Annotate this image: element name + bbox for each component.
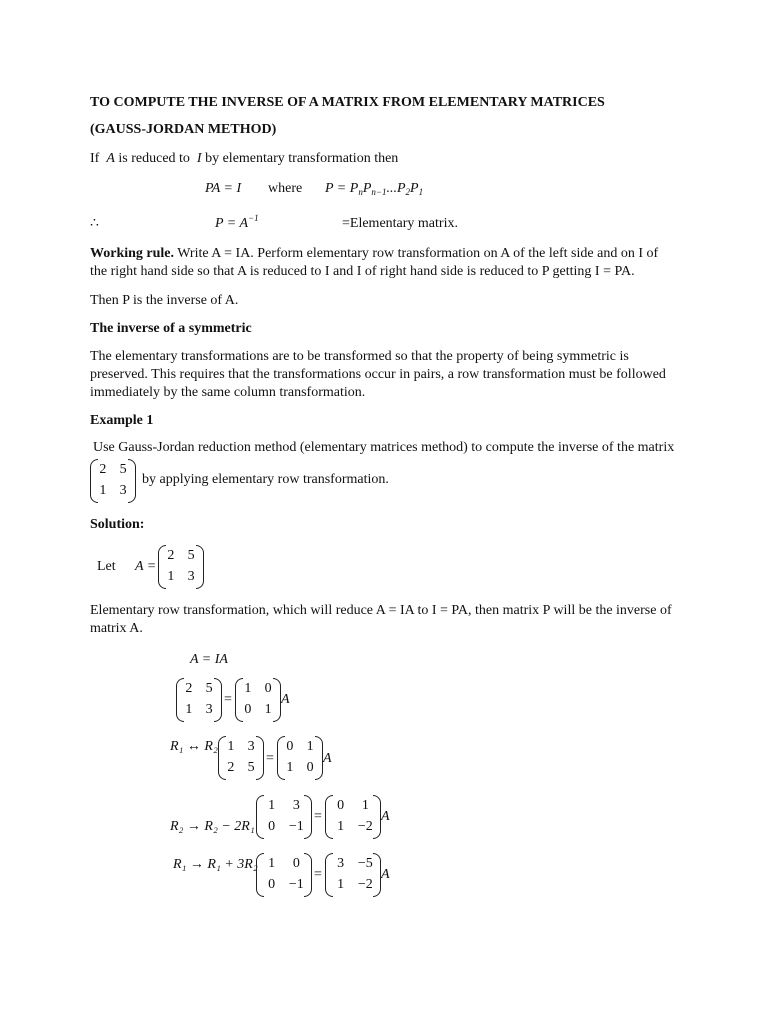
- matrix-cell: 0: [264, 680, 272, 696]
- step1-a: A: [323, 751, 332, 766]
- matrix-cell: 3: [187, 568, 195, 584]
- step0-equals: =: [224, 692, 232, 707]
- step0-a: A: [281, 692, 290, 707]
- step3-a: A: [381, 867, 390, 882]
- matrix-cell: 3: [292, 797, 300, 813]
- symmetric-heading: The inverse of a symmetric: [90, 321, 252, 336]
- matrix-cell: −2: [357, 876, 373, 892]
- equation-p-product: $P = P_nP_{n-1}...P_2P_1$: [325, 181, 424, 197]
- matrix-cell: 1: [268, 797, 276, 813]
- therefore-symbol: ∴: [90, 216, 99, 231]
- matrix-cell: 0: [268, 818, 276, 834]
- matrix-cell: 2: [227, 759, 235, 775]
- step2-left-matrix: [256, 795, 312, 837]
- equation-p-a-inverse: $P = A^{-1}$: [215, 213, 259, 231]
- matrix-cell: 0: [306, 759, 314, 775]
- example-text: Use Gauss-Jordan reduction method (elementary matrices method) to compute the inverse of the matrix: [93, 440, 675, 455]
- matrix-cell: 3: [247, 738, 255, 754]
- matrix-cell: −1: [288, 876, 304, 892]
- step2-right-matrix: [325, 795, 381, 837]
- step3-left-matrix: [256, 853, 312, 895]
- let-a-eq: A =: [135, 559, 157, 574]
- matrix-cell: 1: [264, 701, 272, 717]
- working-rule-line2: the right hand side so that A is reduced to I and I of right hand side is reduced to P getting I = PA.: [90, 264, 635, 279]
- intro-line: [90, 150, 398, 168]
- matrix-cell: 1: [286, 759, 294, 775]
- step1-left-matrix: [218, 736, 264, 778]
- matrix-cell: 1: [99, 482, 107, 498]
- matrix-cell: 0: [244, 701, 252, 717]
- matrix-cell: 2: [185, 680, 193, 696]
- matrix-cell: 5: [205, 680, 213, 696]
- matrix-cell: 0: [286, 738, 294, 754]
- step1-right-matrix: [277, 736, 323, 778]
- matrix-cell: 0: [337, 797, 345, 813]
- step2-op-label: R₂ → R₂ − 2R₁: [170, 819, 255, 834]
- example-tail: by applying elementary row transformation.: [142, 472, 389, 487]
- equation-where: where: [268, 181, 303, 196]
- step0-left-matrix: [176, 678, 222, 720]
- matrix-cell: 1: [337, 818, 345, 834]
- matrix-cell: 0: [292, 855, 300, 871]
- solution-heading: Solution:: [90, 517, 145, 532]
- symmetric-paragraph: The elementary transformations are to be transformed so that the property of being symmetric is preserved. This requires that the transformations occur in pairs, a row transformation must be followed immediately by the same column transformation.: [90, 349, 666, 400]
- matrix-cell: 1: [361, 797, 369, 813]
- matrix-cell: −5: [357, 855, 373, 871]
- step2-a: A: [381, 809, 390, 824]
- step3-right-matrix: [325, 853, 381, 895]
- step3-op-label: R₁ → R₁ + 3R₂: [173, 857, 258, 872]
- matrix-cell: 1: [167, 568, 175, 584]
- elementary-matrix-label: =Elementary matrix.: [342, 216, 458, 231]
- intro-if: If: [90, 151, 100, 166]
- intro-a: A: [106, 151, 115, 166]
- matrix-cell: 1: [185, 701, 193, 717]
- matrix-cell: 1: [337, 876, 345, 892]
- matrix-cell: 1: [268, 855, 276, 871]
- matrix-cell: 2: [167, 547, 175, 563]
- elementary-paragraph: Elementary row transformation, which will reduce A = IA to I = PA, then matrix P will be the inverse of matrix A.: [90, 603, 672, 636]
- intro-reduced-to: is reduced to: [118, 151, 190, 166]
- matrix-cell: 2: [99, 461, 107, 477]
- matrix-cell: 1: [244, 680, 252, 696]
- then-line: Then P is the inverse of A.: [90, 293, 239, 308]
- matrix-cell: −1: [288, 818, 304, 834]
- document-subtitle: (GAUSS-JORDAN METHOD): [90, 122, 277, 137]
- equation-pa-i: PA = I: [205, 181, 242, 196]
- matrix-cell: 3: [337, 855, 345, 871]
- intro-i: I: [196, 151, 202, 166]
- working-rule-line1: Working rule. Write A = IA. Perform elementary row transformation on A of the left side and on I of: [90, 246, 659, 261]
- a-eq-ia: A = IA: [190, 652, 228, 667]
- step1-equals: =: [266, 751, 274, 766]
- document-title: TO COMPUTE THE INVERSE OF A MATRIX FROM ELEMENTARY MATRICES: [90, 95, 605, 110]
- matrix-cell: −2: [357, 818, 373, 834]
- matrix-cell: 3: [119, 482, 127, 498]
- matrix-cell: 5: [187, 547, 195, 563]
- step0-right-matrix: [235, 678, 281, 720]
- step3-equals: =: [314, 867, 322, 882]
- step2-equals: =: [314, 809, 322, 824]
- matrix-cell: 0: [268, 876, 276, 892]
- example-heading: Example 1: [90, 413, 154, 428]
- let-a-matrix: [158, 545, 204, 587]
- matrix-cell: 3: [205, 701, 213, 717]
- example-matrix: [90, 459, 136, 501]
- matrix-cell: 1: [306, 738, 314, 754]
- step1-op-label: R₁ ↔ R₂: [170, 739, 218, 754]
- let-label: Let: [97, 559, 116, 574]
- matrix-cell: 5: [119, 461, 127, 477]
- matrix-cell: 5: [247, 759, 255, 775]
- intro-by-elem: by elementary transformation then: [205, 151, 399, 166]
- matrix-cell: 1: [227, 738, 235, 754]
